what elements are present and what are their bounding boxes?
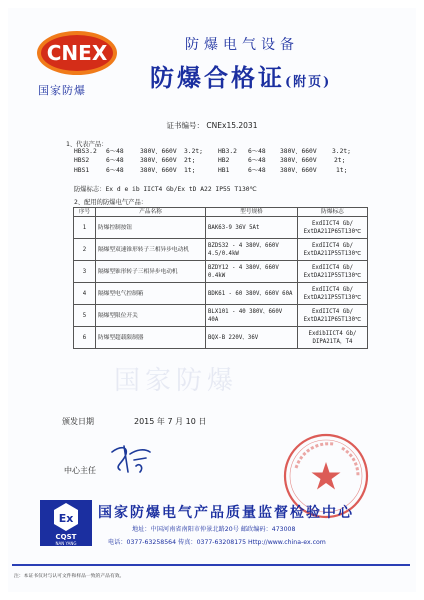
row-name: 隔爆型锥形转子三相异步电动机 [96,261,206,283]
model-load: 2t; [334,157,346,165]
row-name: 防爆控制按钮 [96,217,206,239]
institute-contact: 电话：0377-63258564 传真：0377-63208175 Http://www.china-ex.com [108,539,326,546]
row-no: 2 [74,239,96,261]
model-name: HB3.2 [218,148,237,155]
row-no: 6 [74,327,96,349]
issue-date-label: 颁发日期 [62,417,94,426]
model-voltage: 380V、660V [280,157,317,165]
cert-value: CNEx15.2031 [206,121,258,130]
model-load: 2t; [184,157,196,165]
row-no: 1 [74,217,96,239]
logo-subtitle: 国家防爆 [38,84,86,97]
table-row [74,239,368,261]
table-row [74,283,368,305]
institute-address: 地址：中国河南省南阳市仲景北路20号 邮政编码：473008 [132,526,296,533]
col-header-name: 产品名称 [96,208,206,217]
row-name: 隔爆型限位开关 [96,305,206,327]
model-range: 6～48 [248,148,266,155]
table-row [74,305,368,327]
row-name: 隔爆型双速锥形转子三相异步电动机 [96,239,206,261]
model-voltage: 380V、660V [140,166,177,174]
watermark: 国家防爆 [114,366,239,396]
model-range: 6～48 [248,157,266,165]
title-suffix: (附页) [285,75,332,90]
model-name: HB1 [218,166,230,174]
svg-text:NAN YANG: NAN YANG [55,541,77,546]
certificate-number [0,120,424,131]
section-1-heading: 1、代表产品： [66,141,108,148]
model-load: 1t; [184,166,196,174]
row-mark: ExdibIICT4 Gb/ DIPA21TA，T4 [298,327,368,349]
model-voltage: 380V、660V [140,157,177,165]
col-header-mark: 防爆标志 [298,208,368,217]
svg-text:Ex: Ex [58,512,74,525]
cert-label: 证书编号： [166,121,205,130]
ex-marking-line: 防爆标志：Ex d e ib IICT4 Gb/Ex tD A22 IP55 T130℃ [74,186,257,193]
model-range: 6～48 [106,166,124,174]
col-header-spec: 型号规格 [206,208,298,217]
model-name: HBS1 [74,166,90,174]
svg-text:CNEX: CNEX [46,41,108,65]
row-spec: BLX101 - 40 380V、660V 40A [206,305,298,327]
issue-date: 2015 年 7 月 10 日 [134,417,207,426]
table-row [74,261,368,283]
equipment-table [73,207,368,349]
row-name: 隔爆型电气控制箱 [96,283,206,305]
model-voltage: 380V、660V [280,148,317,155]
row-spec: BDK61 - 60 380V、660V 60A [206,283,298,305]
row-spec: BZDS32 - 4 380V、660V 4.5/0.4kW [206,239,298,261]
row-no: 3 [74,261,96,283]
model-range: 6～48 [106,157,124,165]
row-mark: ExdIICT4 Gb/ ExtDA21IP55T130℃ [298,283,368,305]
table-row [74,327,368,349]
row-spec: BAK63-9 36V 5At [206,217,298,239]
row-mark: ExdIICT4 Gb/ ExtDA21IP55T130℃ [298,239,368,261]
table-row [74,217,368,239]
section-2-heading: 2、配用的防爆电气产品： [74,199,148,206]
row-spec: BZDY12 - 4 380V、660V 0.4kW [206,261,298,283]
model-load: 1t; [336,166,348,174]
model-name: HB2 [218,157,230,165]
model-range: 6～48 [106,148,124,155]
page-title-small: 防爆电气设备 [185,37,299,53]
director-signature [106,440,156,476]
row-name: 防爆型超载限制器 [96,327,206,349]
model-name: HBS3.2 [74,148,97,155]
model-load: 3.2t; [184,148,203,155]
row-spec: BQX-B 220V、36V [206,327,298,349]
page-title [150,58,331,93]
model-name: HBS2 [74,157,90,165]
model-voltage: 380V、660V [140,148,177,155]
title-main: 防爆合格证 [150,63,285,92]
row-mark: ExdIICT4 Gb/ ExtDA21IP65T130℃ [298,305,368,327]
row-no: 5 [74,305,96,327]
table-header-row [74,208,368,217]
footer-divider [12,564,410,566]
svg-text:CQST: CQST [55,533,77,541]
row-mark: ExdIICT4 Gb/ ExtDA21IP55T130℃ [298,261,368,283]
model-range: 6～48 [248,166,266,174]
model-load: 3.2t; [332,148,351,155]
col-header-no: 序号 [74,208,96,217]
row-no: 4 [74,283,96,305]
model-voltage: 380V、660V [280,166,317,174]
institute-name: 国家防爆电气产品质量监督检验中心 [98,505,354,521]
director-label: 中心主任 [64,466,96,475]
row-mark: ExdIICT4 Gb/ ExtDA21IP65T130℃ [298,217,368,239]
footer-note: 注：本证书仅对与认可文件和样品一致的产品有效。 [14,574,125,579]
cqst-ex-logo [39,499,93,547]
